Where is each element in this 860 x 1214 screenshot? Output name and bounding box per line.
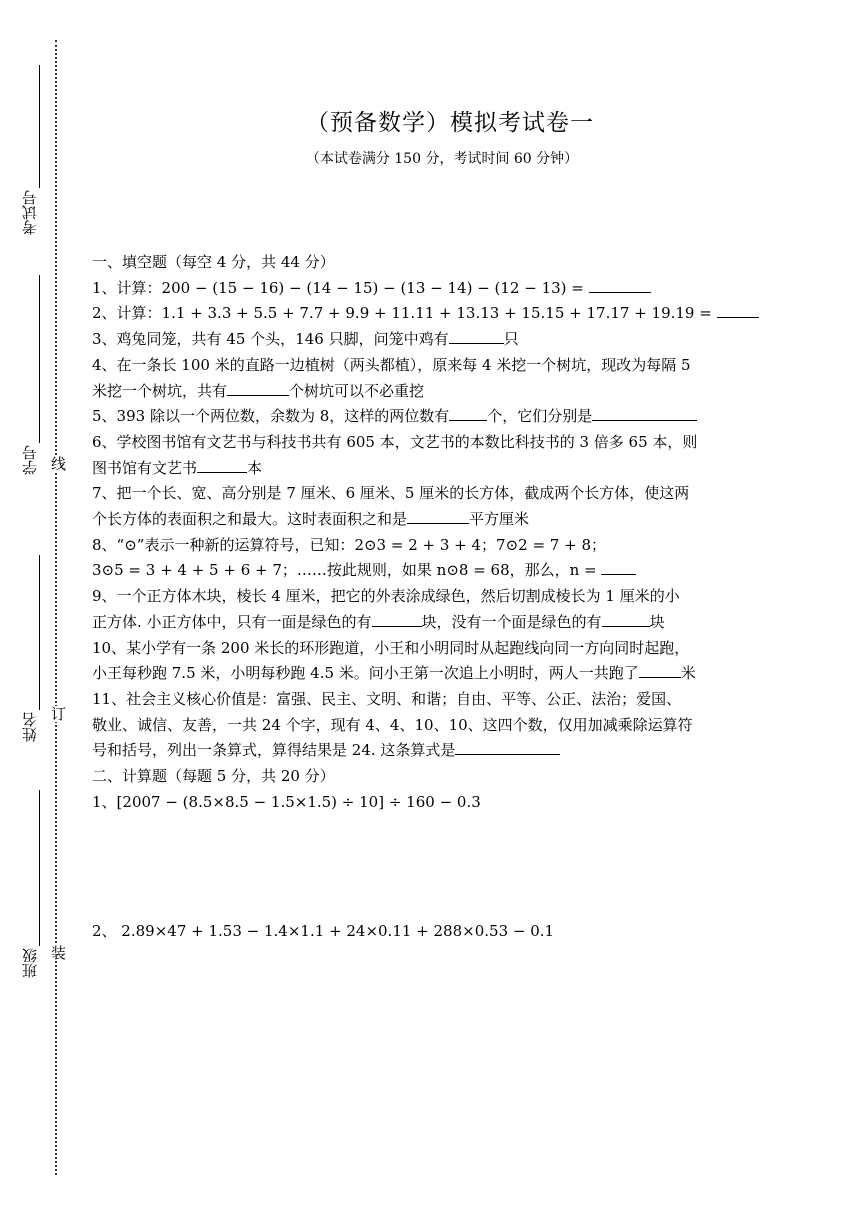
answer-blank[interactable] bbox=[639, 661, 681, 678]
answer-blank[interactable] bbox=[197, 456, 247, 473]
question-8-line2 bbox=[92, 558, 777, 584]
question-7-suffix: 平方厘米 bbox=[469, 510, 530, 529]
question-7-line1: 7、把一个长、宽、高分别是 7 厘米、6 厘米、5 厘米的长方体，截成两个长方体，使这两 bbox=[92, 484, 690, 503]
answer-space[interactable] bbox=[92, 815, 777, 919]
question-9-suffix: 块 bbox=[649, 612, 665, 631]
question-5-mid: 个，它们分别是 bbox=[487, 407, 593, 426]
answer-blank[interactable] bbox=[227, 379, 289, 396]
question-10-line1: 10、某小学有一条 200 米长的环形跑道，小王和小明同时从起跑线向同一方向同时起跑， bbox=[92, 638, 690, 657]
question-9-line1: 9、一个正方体木块，棱长 4 厘米，把它的外表涂成绿色，然后切割成棱长为 1 厘米的小 bbox=[92, 587, 680, 606]
question-9-line2 bbox=[92, 610, 777, 636]
question-10-suffix: 米 bbox=[680, 664, 696, 683]
question-5-text: 5、393 除以一个两位数，余数为 8，这样的两位数有 bbox=[92, 407, 450, 426]
section1-title: 一、填空题（每空 4 分，共 44 分） bbox=[92, 253, 335, 271]
calc-question-1: 1、[2007 − (8.5×8.5 − 1.5×1.5) ÷ 10] ÷ 160 − 0.3 bbox=[92, 792, 481, 811]
question-4-line2 bbox=[92, 379, 777, 405]
binding-char-bind: 订 bbox=[51, 705, 67, 723]
question-4-suffix: 个树坑可以不必重挖 bbox=[289, 381, 425, 400]
question-11-line3 bbox=[92, 738, 777, 764]
question-9-mid: 块，没有一个面是绿色的有 bbox=[421, 612, 602, 631]
question-2 bbox=[92, 301, 777, 327]
exam-subtitle: （本试卷满分 150 分，考试时间 60 分钟） bbox=[305, 151, 579, 167]
question-6-line1: 6、学校图书馆有文艺书与科技书共有 605 本，文艺书的本数比科技书的 3 倍多 65 本，则 bbox=[92, 432, 698, 451]
answer-blank[interactable] bbox=[372, 610, 422, 627]
answer-blank[interactable] bbox=[455, 738, 560, 755]
question-11-line2: 敬业、诚信、友善，一共 24 个字，现有 4、4、10、10、这四个数，仅用加减乘除运算符 bbox=[92, 715, 693, 734]
question-5 bbox=[92, 404, 777, 430]
answer-blank[interactable] bbox=[449, 404, 487, 421]
question-8-text: 3⊙5 = 3 + 4 + 5 + 6 + 7；……按此规则，如果 n⊙8 = 68，那么，n = bbox=[92, 561, 597, 580]
question-1 bbox=[92, 276, 777, 302]
name-field[interactable] bbox=[39, 555, 40, 710]
question-6-line2 bbox=[92, 456, 777, 482]
calc-question-2: 2、 2.89×47 + 1.53 − 1.4×1.1 + 24×0.11 + 288×0.53 − 0.1 bbox=[92, 922, 555, 941]
question-3-suffix: 只 bbox=[503, 330, 519, 349]
answer-blank[interactable] bbox=[717, 301, 759, 318]
student-no-field[interactable] bbox=[39, 275, 40, 443]
question-11-text: 号和括号，列出一条算式，算得结果是 24. 这条算式是 bbox=[92, 741, 456, 760]
class-label: 班级 bbox=[21, 948, 39, 978]
exam-title: （预备数学）模拟考试卷一 bbox=[306, 110, 594, 136]
question-7-line2 bbox=[92, 507, 777, 533]
answer-blank[interactable] bbox=[407, 507, 469, 524]
student-no-label: 学号 bbox=[21, 445, 39, 475]
class-field[interactable] bbox=[39, 790, 40, 946]
question-1-text: 1、计算：200 − (15 − 16) − (14 − 15) − (13 − 14) − (12 − 13) = bbox=[92, 278, 584, 297]
question-3 bbox=[92, 327, 777, 353]
section2-title: 二、计算题（每题 5 分，共 20 分） bbox=[92, 767, 335, 786]
question-9-text: 正方体. 小正方体中，只有一面是绿色的有 bbox=[92, 612, 372, 631]
binding-char-line: 线 bbox=[51, 455, 67, 473]
question-2-text: 2、计算：1.1 + 3.3 + 5.5 + 7.7 + 9.9 + 11.11 + 13.13 + 15.15 + 17.17 + 19.19 = bbox=[92, 304, 712, 323]
question-4-line1: 4、在一条长 100 米的直路一边植树（两头都植），原来每 4 米挖一个树坑，现改为每隔 5 bbox=[92, 355, 691, 374]
question-10-line2 bbox=[92, 661, 777, 687]
question-11-line1: 11、社会主义核心价值是：富强、民主、文明、和谐；自由、平等、公正、法治；爱国、 bbox=[92, 689, 682, 708]
binding-dotted-line bbox=[55, 40, 57, 1175]
question-8-line1: 8、“⊙”表示一种新的运算符号，已知：2⊙3 = 2 + 3 + 4；7⊙2 = 7 + 8； bbox=[92, 535, 607, 554]
exam-no-label: 考试号 bbox=[21, 190, 39, 235]
question-10-text: 小王每秒跑 7.5 米，小明每秒跑 4.5 米。问小王第一次追上小明时，两人一共跑了 bbox=[92, 664, 639, 683]
answer-blank[interactable] bbox=[602, 610, 650, 627]
question-4-text: 米挖一个树坑，共有 bbox=[92, 381, 228, 400]
question-3-text: 3、鸡兔同笼，共有 45 个头，146 只脚，问笼中鸡有 bbox=[92, 330, 449, 349]
question-6-text: 图书馆有文艺书 bbox=[92, 458, 198, 477]
exam-content bbox=[92, 250, 777, 945]
answer-blank[interactable] bbox=[601, 558, 636, 575]
question-6-suffix: 本 bbox=[247, 458, 263, 477]
binding-char-mount: 装 bbox=[51, 944, 67, 962]
answer-blank[interactable] bbox=[592, 404, 697, 421]
answer-blank[interactable] bbox=[449, 327, 504, 344]
name-label: 姓名 bbox=[21, 712, 39, 742]
question-7-text: 个长方体的表面积之和最大。这时表面积之和是 bbox=[92, 510, 408, 529]
answer-blank[interactable] bbox=[589, 276, 651, 293]
